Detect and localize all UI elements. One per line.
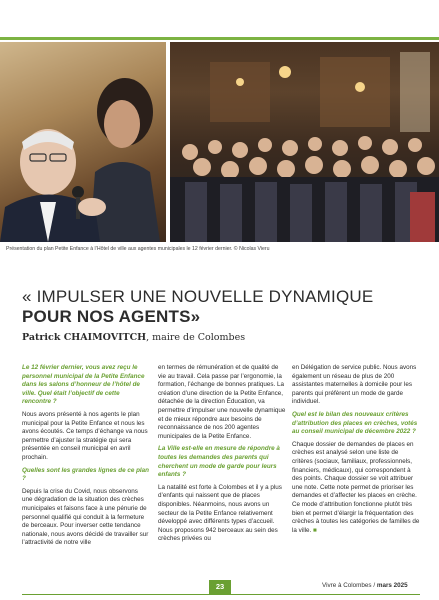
page-number: 23 xyxy=(209,580,231,594)
author-name: Patrick CHAIMOVITCH xyxy=(22,332,147,343)
article-author xyxy=(22,332,422,343)
author-role: , maire de Colombes xyxy=(146,332,246,343)
end-of-article-mark: ■ xyxy=(313,526,317,534)
accent-stripe xyxy=(0,37,439,40)
footer-rule xyxy=(22,594,420,595)
text-column-3 xyxy=(292,364,420,539)
title-line-2-bold: POUR NOS AGENTS» xyxy=(22,307,201,326)
answer-text: Chaque dossier de demandes de places en crèches est analysé selon une liste de critères (sociaux, familiaux, professionnels, financiers, médicaux), qui correspondent à des points. Chaque dossier se voit attribuer une note. Cette note permet de prioriser les demandes et d’affecter les places en crèche. Ce mode d’attribution fonctionne plutôt très bien et permet d’élargir la fréquentation des crèches à toutes les catégories de familles de la ville. xyxy=(292,440,420,534)
top-banner xyxy=(0,0,439,40)
text-column-2 xyxy=(158,364,286,548)
question: Le 12 février dernier, vous avez reçu le personnel municipal de la Petite Enfance dans les salons d’honneur de l’hôtel de ville. Quel était l’objectif de cette rencontre ? xyxy=(22,364,145,406)
photo-mayor-speaking xyxy=(0,42,166,242)
text-column-1 xyxy=(22,364,150,552)
article-title xyxy=(22,287,422,327)
title-line-2 xyxy=(22,307,422,327)
question: Quel est le bilan des nouveaux critères d’attribution des places en crèches, votés au conseil municipal de décembre 2022 ? xyxy=(292,410,418,436)
answer: en termes de rémunération et de qualité de vie au travail. Cela passe par l’ergonomie, la formation, l’échange de bonnes pratiques. La création d’une direction de la Petite Enfance, détachée de la direction Éducation, va permettre d’impulser une nouvelle dynamique et de mieux répondre aux besoins de reconnaissance de nos 200 agentes municipales de la Petite Enfance. xyxy=(158,364,286,440)
magazine-name: Vivre à Colombes / xyxy=(322,582,377,589)
magazine-issue xyxy=(322,582,408,589)
question: Quelles sont les grandes lignes de ce plan ? xyxy=(22,466,150,483)
answer xyxy=(292,441,420,536)
answer: en Délégation de service public. Nous avons également un réseau de plus de 200 assistantes maternelles à domicile pour les parents qui préfèrent un mode de garde individuel. xyxy=(292,364,417,406)
issue-date: mars 2025 xyxy=(376,582,408,589)
question: La Ville est-elle en mesure de répondre à toutes les demandes des parents qui cherchent un mode de garde pour leurs enfants ? xyxy=(158,445,280,479)
answer: Depuis la crise du Covid, nous observons une dégradation de la situation des crèches municipales et faisons face à une pénurie de personnel qualifié qui conduit à la fermeture de berceaux. Pour inverser cette tendance nationale, nous avons décidé de travailler sur l’attractivité de notre ville xyxy=(22,487,149,547)
answer: La natalité est forte à Colombes et il y a plus d’enfants qui naissent que de places disponibles. Néanmoins, nous avons un secteur de la Petite Enfance relativement développé avec différents types d’accueil. Nous proposons 942 berceaux au sein des crèches privées ou xyxy=(158,483,282,543)
title-line-1: « IMPULSER UNE NOUVELLE DYNAMIQUE xyxy=(22,287,374,306)
photo-caption: Présentation du plan Petite Enfance à l’Hôtel de ville aux agentes municipales le 12 février dernier. © Nicolas Vieru xyxy=(6,246,270,252)
photo-audience-town-hall xyxy=(170,42,439,242)
answer: Nous avons présenté à nos agents le plan municipal pour la Petite Enfance et nous les avons écoutés. Ce temps d’échange va nous permettre d’ajuster la stratégie qui sera présentée en conseil municipal en avril prochain. xyxy=(22,410,148,461)
photo-audience-illustration xyxy=(170,42,439,242)
photo-mayor-illustration xyxy=(0,42,166,242)
